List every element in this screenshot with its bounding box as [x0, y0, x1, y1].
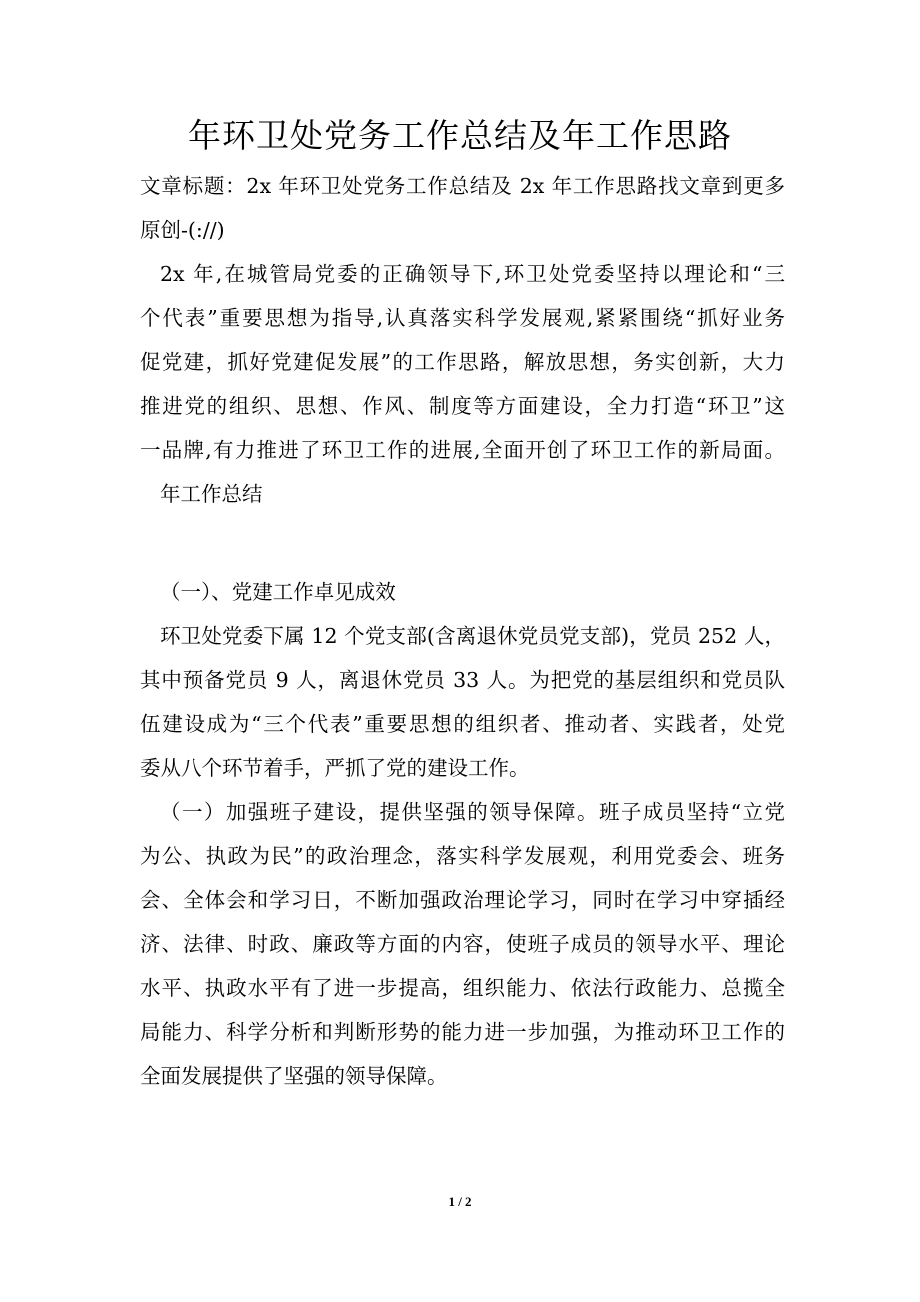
paragraph-line: 为公、执政为民”的政治理念，落实科学发展观，利用党委会、班务 [140, 844, 785, 868]
paragraph-line: 一品牌,有力推进了环卫工作的进展,全面开创了环卫工作的新局面。 [140, 438, 785, 462]
paragraph-line: 全面发展提供了坚强的领导保障。 [140, 1064, 448, 1088]
paragraph-line: 伍建设成为“三个代表”重要思想的组织者、推动者、实践者，处党 [140, 712, 785, 736]
paragraph-line: 水平、执政水平有了进一步提高，组织能力、依法行政能力、总揽全 [140, 976, 785, 1000]
intro-line: 文章标题：2x 年环卫处党务工作总结及 2x 年工作思路找文章到更多 [140, 174, 785, 198]
blank-space [140, 516, 785, 570]
paragraph-line: 会、全体会和学习日，不断加强政治理论学习，同时在学习中穿插经 [140, 888, 785, 912]
paragraph-line: 委从八个环节着手，严抓了党的建设工作。 [140, 756, 530, 780]
document-body [140, 164, 785, 1098]
paragraph-line: 促党建，抓好党建促发展”的工作思路，解放思想，务实创新，大力 [140, 350, 785, 374]
paragraph-line: 推进党的组织、思想、作风、制度等方面建设，全力打造“环卫”这 [140, 394, 785, 418]
paragraph-line: （一）加强班子建设，提供坚强的领导保障。班子成员坚持“立党 [160, 800, 785, 824]
paragraph-line: 2x 年,在城管局党委的正确领导下,环卫处党委坚持以理论和“三 [160, 262, 785, 286]
subsection-heading: （一）、党建工作卓见成效 [160, 580, 396, 604]
page-number: 1 / 2 [448, 1194, 472, 1209]
section-heading: 年工作总结 [160, 482, 263, 506]
paragraph-line: 其中预备党员 9 人，离退休党员 33 人。为把党的基层组织和党员队 [140, 668, 785, 692]
paragraph-line: 局能力、科学分析和判断形势的能力进一步加强，为推动环卫工作的 [140, 1020, 785, 1044]
paragraph-line: 个代表”重要思想为指导,认真落实科学发展观,紧紧围绕“抓好业务 [140, 306, 785, 330]
paragraph-line: 环卫处党委下属 12 个党支部(含离退休党员党支部)，党员 252 人， [160, 624, 785, 648]
intro-line: 原创-(://) [140, 218, 225, 242]
document-title: 年环卫处党务工作总结及年工作思路 [188, 116, 732, 155]
paragraph-line: 济、法律、时政、廉政等方面的内容，使班子成员的领导水平、理论 [140, 932, 785, 956]
